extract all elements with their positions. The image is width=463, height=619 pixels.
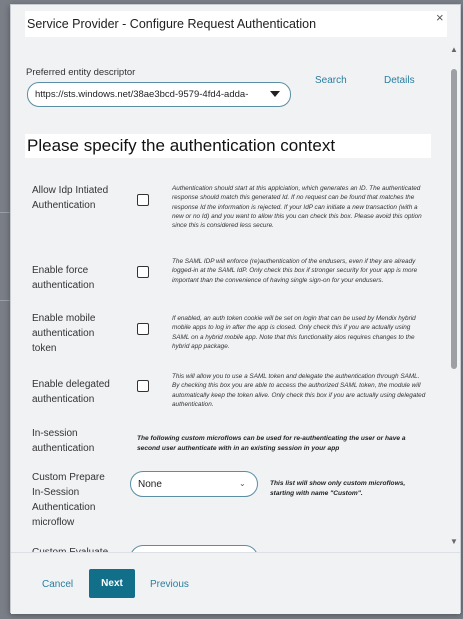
cancel-button[interactable]: Cancel — [42, 579, 74, 590]
section-title: Please specify the authentication context — [27, 136, 336, 155]
in-session-auth-note: The following custom microflows can be used for re-authenticating the user or have a second user authenticate with in an existing session in your app — [137, 435, 406, 452]
force-authentication-label: Enable force authentication — [32, 265, 95, 291]
mobile-auth-token-description: If enabled, an auth token cookie will be set on login that can be used by Mendix hybrid mobile apps to log in after the app is closed. Only check this if you are actually using SAML on a hybrid mobile app. Note that this functionality alos requires changes to the hybrid app package. — [172, 315, 416, 350]
next-button[interactable]: Next — [89, 569, 135, 598]
mobile-auth-token-checkbox[interactable] — [137, 323, 149, 335]
scrollbar-thumb[interactable] — [451, 69, 457, 369]
custom-prepare-value: None — [138, 479, 162, 490]
allow-idp-initiated-label: Allow Idp Intiated Authentication — [32, 185, 109, 211]
mobile-auth-token-label: Enable mobile authentication token — [32, 313, 96, 354]
delegated-auth-description: This will allow you to use a SAML token and delegate the authentication through SAML. By checking this box you are able to access the authorized SAML token, the module will automatically keep the token alive. Only check this box if you are actually using delegated authentication. — [172, 373, 426, 408]
close-icon[interactable]: × — [436, 10, 444, 25]
entity-descriptor-value: https://sts.windows.net/38ae3bcd-9579-4fd4-adda- — [35, 89, 249, 100]
configure-request-authentication-dialog — [10, 4, 461, 613]
delegated-auth-checkbox[interactable] — [137, 380, 149, 392]
dialog-header — [25, 11, 447, 37]
entity-descriptor-select[interactable] — [27, 82, 291, 107]
force-authentication-description: The SAML IDP will enforce (re)authentication of the endusers, even if they are already logged-in at the SAML IdP. Only check this box if stronger security for your app is more important than the convenience of having single sign-on for your endusers. — [172, 258, 418, 284]
vertical-scrollbar[interactable] — [448, 45, 460, 549]
entity-descriptor-label: Preferred entity descriptor — [26, 67, 136, 78]
dialog-body[interactable] — [11, 45, 447, 549]
previous-button[interactable]: Previous — [150, 579, 189, 590]
search-link[interactable]: Search — [315, 75, 347, 86]
scroll-up-icon[interactable]: ▲ — [450, 45, 458, 54]
dialog-title: Service Provider - Configure Request Authentication — [27, 17, 317, 31]
custom-prepare-note: This list will show only custom microflows, starting with name "Custom". — [270, 480, 406, 497]
dialog-footer — [11, 552, 460, 614]
force-authentication-checkbox[interactable] — [137, 266, 149, 278]
chevron-down-icon: ⌄ — [239, 479, 246, 488]
allow-idp-initiated-description: Authentication should start at this applciation, which generates an ID. The authenticated response should match this generated Id. If no request can be found that matches the response Id the information is rejected. If your IdP can initiate a new transaction (with a new or no Id) and you want to allow this you can check this box. Please avoid this option since this is considered less secure. — [172, 185, 422, 230]
delegated-auth-label: Enable delegated authentication — [32, 379, 110, 405]
custom-prepare-dropdown[interactable] — [130, 471, 258, 497]
in-session-auth-label: In-session authentication — [32, 428, 95, 454]
custom-prepare-label: Custom Prepare In-Session Authentication microflow — [32, 472, 105, 528]
allow-idp-initiated-checkbox[interactable] — [137, 194, 149, 206]
caret-down-icon — [270, 91, 280, 97]
section-header — [25, 134, 431, 158]
scroll-down-icon[interactable]: ▼ — [450, 537, 458, 546]
details-link[interactable]: Details — [384, 75, 415, 86]
